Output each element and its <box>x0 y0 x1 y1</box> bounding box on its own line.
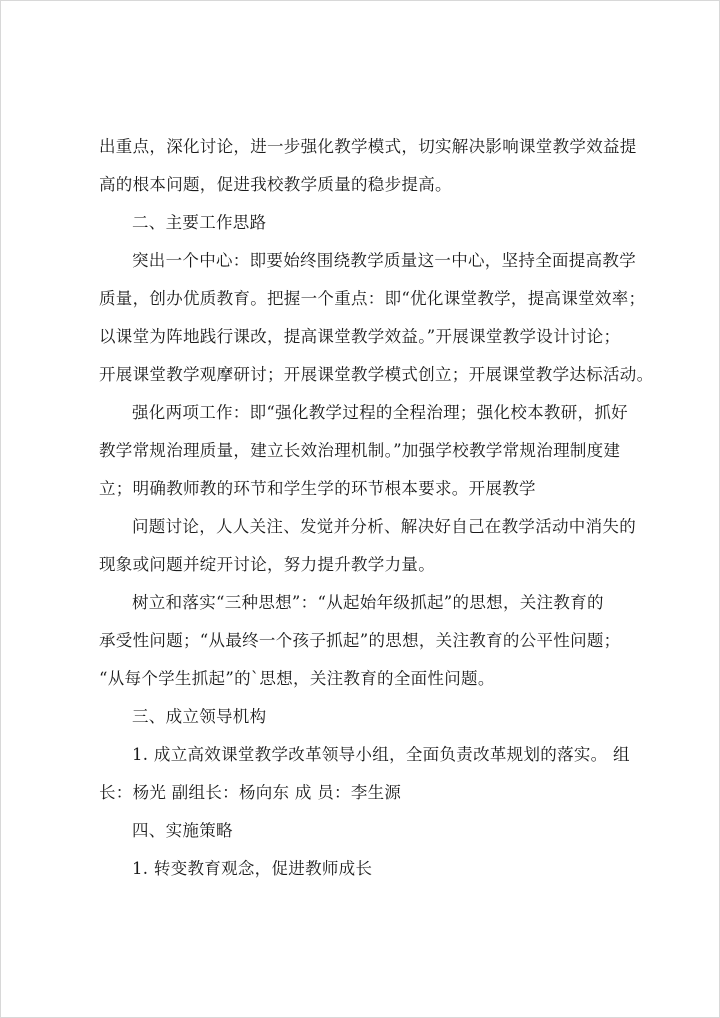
text-line: 问题讨论，人人关注、发觉并分析、解决好自己在教学活动中消失的 <box>132 517 636 536</box>
text-line: 质量，创办优质教育。把握一个重点：即“优化课堂教学，提高课堂效率； <box>99 289 646 308</box>
text-line: 高的根本问题，促进我校教学质量的稳步提高。 <box>99 175 452 194</box>
document-body <box>99 128 654 888</box>
text-line: 树立和落实“三种思想”：“从起始年级抓起”的思想，关注教育的 <box>132 593 604 612</box>
text-line: 1. 成立高效课堂教学改革领导小组，全面负责改革规划的落实。 组 <box>132 745 630 764</box>
section-heading: 三、成立领导机构 <box>132 707 267 726</box>
text-line: 强化两项工作：即“强化教学过程的全程治理；强化校本教研，抓好 <box>132 403 628 422</box>
section-heading: 二、主要工作思路 <box>132 213 267 232</box>
text-line: 长：杨光 副组长：杨向东 成 员：李生源 <box>99 783 402 802</box>
text-line: 突出一个中心：即要始终围绕教学质量这一中心，坚持全面提高教学 <box>132 251 636 270</box>
subsection-heading: 1. 转变教育观念，促进教师成长 <box>132 859 373 878</box>
text-line: “从每个学生抓起”的`思想，关注教育的全面性问题。 <box>99 669 495 688</box>
text-line: 出重点，深化讨论，进一步强化教学模式，切实解决影响课堂教学效益提 <box>99 137 637 156</box>
text-line: 教学常规治理质量，建立长效治理机制。”加强学校教学常规治理制度建 <box>99 441 621 460</box>
text-line: 开展课堂教学观摩研讨；开展课堂教学模式创立；开展课堂教学达标活动。 <box>99 365 654 384</box>
section-heading: 四、实施策略 <box>132 821 233 840</box>
text-line: 以课堂为阵地践行课改，提高课堂教学效益。”开展课堂教学设计讨论； <box>99 327 621 346</box>
text-line: 承受性问题；“从最终一个孩子抓起”的思想，关注教育的公平性问题； <box>99 631 621 650</box>
text-line: 现象或问题并绽开讨论，努力提升教学力量。 <box>99 555 435 574</box>
text-line: 立；明确教师教的环节和学生学的环节根本要求。开展教学 <box>99 479 536 498</box>
